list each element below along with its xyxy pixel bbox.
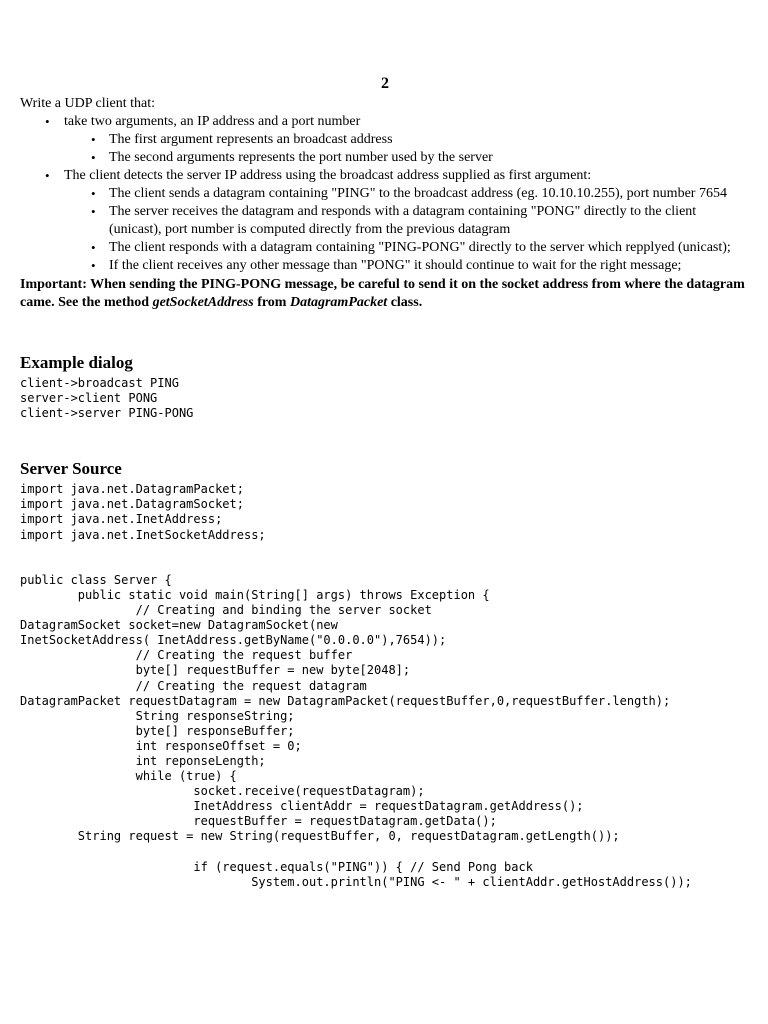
sub-list-item: • The first argument represents an broadcast address [64,131,748,149]
class-name: DatagramPacket [289,295,388,310]
important-note [20,276,746,312]
method-name: getSocketAddress [152,295,254,310]
important-text: class. [387,295,423,310]
server-source-code: import java.net.DatagramPacket; import java.net.DatagramSocket; import java.net.InetAddress; import java.net.InetSocketAddress; public class Server { public static void main(String[] args) throws Exception { // Creating and binding the server socket DatagramSocket socket=new DatagramSocket(new InetSocketAddress( InetAddress.getByName("0.0.0.0"),7654)); // Creating the request buffer byte[] requestBuffer = new byte[2048]; // Creating the request datagram DatagramPacket requestDatagram = new DatagramPacket(requestBuffer,0,requestBuffer.length); String responseString; byte[] responseBuffer; int responseOffset = 0; int reponseLength; while (true) { socket.receive(requestDatagram); InetAddress clientAddr = requestDatagram.getAddress(); requestBuffer = requestDatagram.getData(); String request = new String(requestBuffer, 0, requestDatagram.getLength()); if (request.equals("PING")) { // Send Pong back System.out.println("PING <- " + clientAddr.getHostAddress()); [20,482,692,889]
sub-list-item: • The second arguments represents the port number used by the server [64,149,748,167]
server-source-heading: Server Source [20,459,122,479]
list-item [20,113,748,167]
page-number: 2 [381,75,389,92]
requirements-list [20,113,748,275]
important-label: Important: [20,277,87,292]
example-dialog-code: client->broadcast PING server->client PONG client->server PING-PONG [20,376,194,421]
intro-text: Write a UDP client that: [20,96,155,111]
important-text: When sending the PING-PONG message, be careful to send it on the socket address from where the datagram came. See the method [20,277,745,310]
sub-list [64,185,748,275]
sub-list-item: • The server receives the datagram and responds with a datagram containing "PONG" directly to the client (unicast), port number is computed directly from the previous datagram [64,203,748,239]
sub-list-item: • The client sends a datagram containing "PING" to the broadcast address (eg. 10.10.10.255), port number 7654 [64,185,748,203]
important-text: from [253,295,290,310]
list-item-text: The client detects the server IP address using the broadcast address supplied as first argument: [64,168,592,183]
page-content [20,74,748,890]
sub-list-item: • If the client receives any other message than "PONG" it should continue to wait for the right message; [64,257,748,275]
example-dialog-heading: Example dialog [20,353,133,372]
list-item [20,167,748,275]
sub-list-item: • The client responds with a datagram containing "PING-PONG" directly to the server which repplyed (unicast); [64,239,748,257]
list-item-text: take two arguments, an IP address and a port number [64,114,361,129]
sub-list [64,131,748,167]
